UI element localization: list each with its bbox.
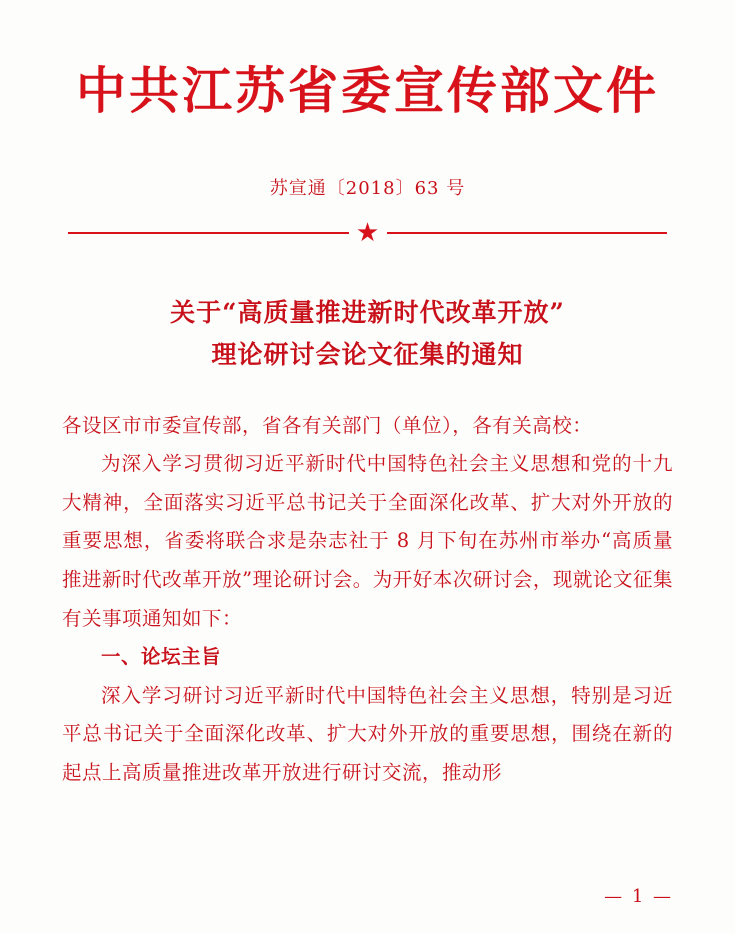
- body-paragraph-salutation: 各设区市市委宣传部，省各有关部门（单位），各有关高校：: [62, 413, 593, 437]
- document-number: 苏宣通〔2018〕63 号: [269, 177, 466, 199]
- masthead: [62, 0, 673, 120]
- body-paragraph-1: 为深入学习贯彻习近平新时代中国特色社会主义思想和党的十九大精神，全面落实习近平总书记关于全面深化改革、扩大对外开放的重要思想，省委将联合求是杂志社于 8 月下旬在苏州市举办“高质量推进新时代改革开放”理论研讨会。为开好本次研讨会，现就论文征集有关事项通知如下：: [62, 452, 673, 630]
- star-icon: ★: [349, 222, 387, 248]
- document-body: [62, 407, 673, 793]
- body-paragraph-2: 深入学习研讨习近平新时代中国特色社会主义思想，特别是习近平总书记关于全面深化改革、扩大对外开放的重要思想，围绕在新的起点上高质量推进改革开放进行研讨交流，推动形: [62, 683, 673, 784]
- document-title: [62, 292, 673, 377]
- red-separator-rule: [62, 217, 673, 248]
- page-number: — 1 —: [604, 886, 673, 907]
- masthead-title: 中共江苏省委宣传部文件: [76, 61, 659, 120]
- document-title-line-2: 理论研讨会论文征集的通知: [211, 340, 524, 369]
- document-title-line-1: 关于“高质量推进新时代改革开放”: [170, 297, 565, 327]
- body-section-heading-1: 一、论坛主旨: [101, 645, 222, 669]
